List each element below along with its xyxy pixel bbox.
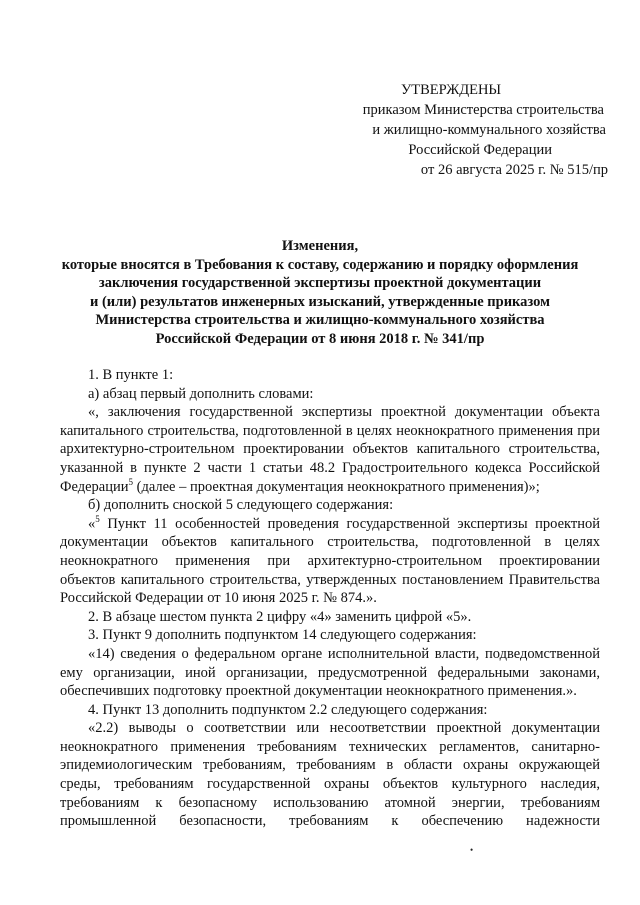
paragraph-text: «, заключения государственной экспертизы проектной документации объекта капитального строительства, подготовленной в целях неокнократного применения при архитектурно-строительном проектировании объектов капитального строительства, указанной в пункте 2 части 1 статьи 48.2 Градостроительного кодекса Российской Федерации [60,404,600,495]
heading-line: заключения государственной экспертизы проектной документации [98,275,542,292]
footnote-marker: 5 [95,513,100,524]
paragraph: 4. Пункт 13 дополнить подпунктом 2.2 следующего содержания: [88,701,488,718]
paragraph: 1. В пункте 1: [88,367,174,383]
footnote-marker: 5 [128,476,133,487]
paragraph [60,403,600,496]
document-body [60,366,600,831]
paragraph: б) дополнить сноской 5 следующего содержания: [88,497,394,514]
approval-line: и жилищно-коммунального хозяйства [372,122,606,138]
heading-line: и (или) результатов инженерных изысканий, утвержденные приказом [89,293,551,310]
paragraph: 2. В абзаце шестом пункта 2 цифру «4» заменить цифрой «5». [88,608,472,625]
paragraph-text: Пункт 11 особенностей проведения государственной экспертизы проектной документации объектов капитального строительства, подготовленной в целях неокнократного применения при архитектурно-строительном проектировании объектов капитального строительства, утвержденных постановлением Правительства Российской Федерации от 10 июня 2025 г. № 874.». [60,515,600,607]
paragraph: 3. Пункт 9 дополнить подпунктом 14 следующего содержания: [88,627,477,644]
scan-mark: • [470,845,474,855]
paragraph [60,515,600,608]
paragraph: «2.2) выводы о соответствии или несоответствии проектной документации неокнократного применения требованиям технических регламентов, санитарно-эпидемиологическим требованиям, требованиям в области охраны окружающей среды, требованиям государственной охраны объектов культурного наследия, требованиям к безопасному использованию атомной энергии, требованиям промышленной безопасности, требованиям к обеспечению надежности [60,720,600,830]
paragraph-text: (далее – проектная документация неокнократного применения)»; [132,478,540,495]
approval-title: УТВЕРЖДЕНЫ [401,82,502,98]
heading-line: Российской Федерации от 8 июня 2018 г. № 341/пр [155,330,485,347]
heading-line: Министерства строительства и жилищно-коммунального хозяйства [95,312,545,329]
approval-line: приказом Министерства строительства [362,102,604,118]
approval-line: Российской Федерации [408,142,552,158]
paragraph: а) абзац первый дополнить словами: [88,385,314,402]
document-heading [40,237,600,349]
paragraph: «14) сведения о федеральном органе исполнительной власти, подведомственной ему организации, иной организации, предусмотренной федеральными законами, обеспечивших подготовку проектной документации неокнократного применения.». [60,645,600,700]
heading-line: которые вносятся в Требования к составу, содержанию и порядку оформления [61,256,579,273]
approval-stamp [300,80,610,180]
heading-line: Изменения, [281,238,359,254]
approval-date-number: от 26 августа 2025 г. № 515/пр [420,162,608,178]
quote-mark: « [88,515,96,532]
